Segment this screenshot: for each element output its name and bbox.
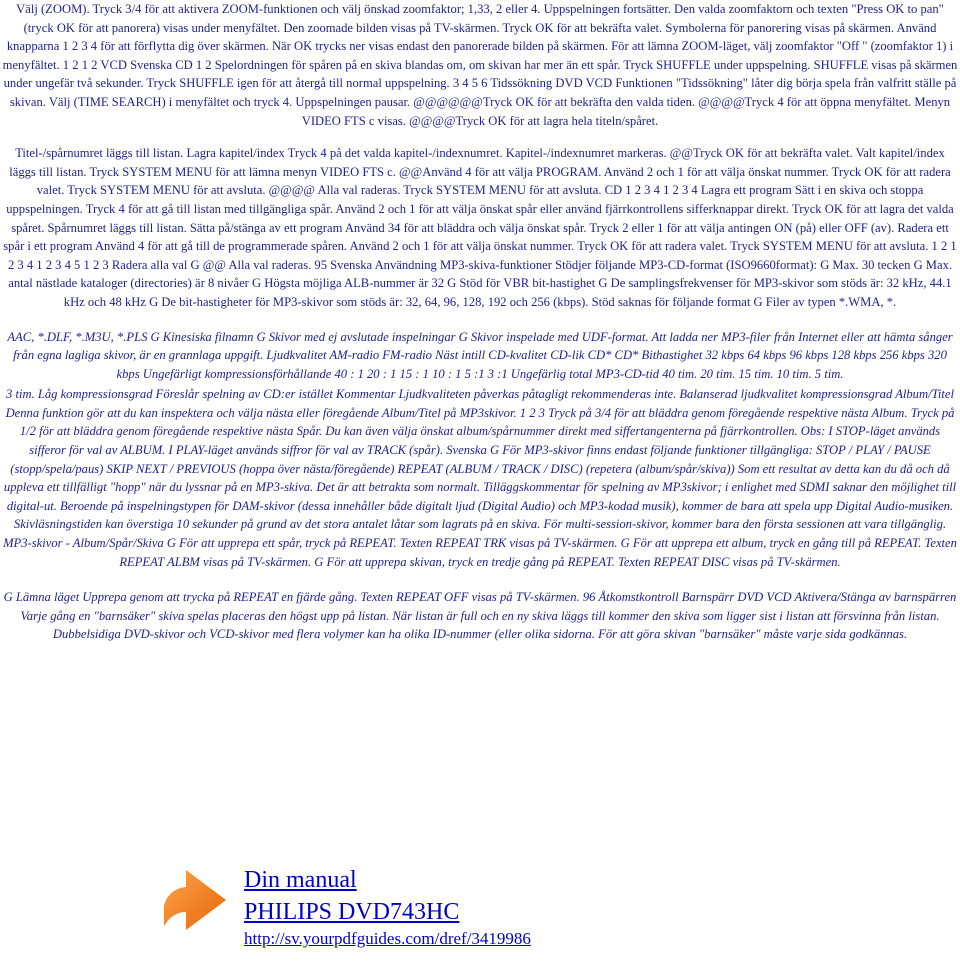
orange-arrow-icon [156, 860, 232, 940]
model-link[interactable]: PHILIPS DVD743HC [244, 899, 460, 925]
text-block-child-lock: G Lämna läget Upprepa genom att trycka på REPEAT en fjärde gång. Texten REPEAT OFF visas på TV-skärmen. 96 Åtkomstkontroll Barnspärr DVD VCD Aktivera/Stänga av barnspärren Varje gång en "barnsäker" skiva spelas placeras den högst upp på listan. När listan är full och en ny skiva läggs till kommer den skiva som ligger sist i listan att försvinna från listan. Dubbelsidiga DVD-skivor och VCD-skivor med flera volymer kan ha olika ID-nummer (eller olika sidorna. För att göra skivan "barnsäker" måste varje sida godkännas. [3, 590, 957, 642]
text-block-album-repeat: 3 tim. Låg kompressionsgrad Föreslår spelning av CD:er istället Kommentar Ljudkvaliteten påverkas påtagligt rekommenderas inte. Balanserad ljudkvalitet kompressionsgrad Album/Titel Denna funktion gör att du kan inspektera och välja nästa eller föregående Album/Titel på MP3skivor. 1 2 3 Tryck på 3/4 för att bläddra genom föregående respektive nästa Album. Tryck på 1/2 för att bläddra genom föregående respektive nästa Spår. Du kan även välja önskat album/spårnummer direkt med siffertangenterna på fjärrkontrollen. Obs: I STOP-läget används sifferor för val av ALBUM. I PLAY-läget används siffror för val av TRACK (spår). Svenska G För MP3-skivor finns endast följande funktioner tillgängliga: STOP / PLAY / PAUSE (stopp/spela/paus) SKIP NEXT / PREVIOUS (hoppa över nästa/föregående) REPEAT (ALBUM / TRACK / DISC) (repetera (album/spår/skiva)) Som ett resultat av detta kan du då och då uppleva ett tillfälligt "hopp" när du lyssnar på en MP3-skiva. Det är att betrakta som normalt. Tilläggskommentar för spelning av MP3skivor; i enlighet med SDMI saknar den möjlighet till digital-ut. Beroende på inspelningstypen för DAM-skivor (dessa innehåller både digitalt ljud (Digital Audio) och MP3-kodad musik), kommer de bara att spela upp Digital Audio-musiken. Skivläsningstiden kan överstiga 10 sekunder på grund av det stora antalet låtar som lagrats på en skiva. För multi-session-skivor, kommer bara den första sessionen att vara tillgänglig. MP3-skivor - Album/Spår/Skiva G För att upprepa ett spår, tryck på REPEAT. Texten REPEAT TRK visas på TV-skärmen. G För att upprepa ett album, tryck en gång till på REPEAT. Texten REPEAT ALBM visas på TV-skärmen. G För att upprepa skivan, tryck en tredje gång på REPEAT. Texten REPEAT DISC visas på TV-skärmen. [3, 387, 957, 569]
manual-link[interactable]: Din manual [244, 867, 357, 893]
footer-links [244, 864, 531, 950]
text-block-mp3-quality: AAC, *.DLF, *.M3U, *.PLS G Kinesiska filnamn G Skivor med ej avslutade inspelningar G Skivor inspelade med UDF-format. Att ladda ner MP3-filer från Internet eller att hämta sånger från egna lagliga skivor, är en grannlaga uppgift. Ljudkvalitet AM-radio FM-radio Näst intill CD-kvalitet CD-lik CD* CD* Bithastighet 32 kbps 64 kbps 96 kbps 128 kbps 256 kbps 320 kbps Ungefärligt kompressionsförhållande 40 : 1 20 : 1 15 : 1 10 : 1 5 :1 3 :1 Ungefärlig total MP3-CD-tid 40 tim. 20 tim. 15 tim. 10 tim. 5 tim. [7, 329, 953, 381]
text-block-zoom-shuffle-timesearch: Välj (ZOOM). Tryck 3/4 för att aktivera ZOOM-funktionen och välj önskad zoomfaktor; 1,33, 2 eller 4. Uppspelningen fortsätter. Den valda zoomfaktorn och texten "Press OK to pan" (tryck OK för att panorera) visas under menyfältet. Den zoomade bilden visas på TV-skärmen. Tryck OK för att bekräfta valet. Symbolerna för panorering visas på skärmen. Använd knapparna 1 2 3 4 för att förflytta dig över skärmen. När OK trycks ner visas endast den panorerade bilden på skärmen. För att lämna ZOOM-läget, välj zoomfaktor "Off " (zoomfaktor 1) i menyfältet. 1 2 1 2 VCD Svenska CD 1 2 Spelordningen för spåren på en skiva blandas om, om skivan har mer än ett spår. Tryck SHUFFLE under uppspelning. SHUFFLE visas på skärmen under ungefär två sekunder. Tryck SHUFFLE igen för att återgå till normal uppspelning. 3 4 5 6 Tidssökning DVD VCD Funktionen "Tidssökning" låter dig börja spela från valfritt ställe på skivan. Välj (TIME SEARCH) i menyfältet och tryck 4. Uppspelningen pausar. @@@@@@Tryck OK för att bekräfta den valda tiden. @@@@Tryck 4 för att öppna menyfältet. Menyn VIDEO FTS c visas. @@@@Tryck OK för att lagra hela titeln/spåret. [2, 2, 958, 128]
url-link[interactable]: http://sv.yourpdfguides.com/dref/3419986 [244, 929, 531, 948]
text-block-program-mp3: Titel-/spårnumret läggs till listan. Lagra kapitel/index Tryck 4 på det valda kapitel-/indexnumret. Kapitel-/indexnumret markeras. @@Tryck OK för att bekräfta valet. Valt kapitel/index läggs till listan. Tryck SYSTEM MENU för att lämna menyn VIDEO FTS c. @@Använd 4 för att välja PROGRAM. Använd 2 och 1 för att välja önskat nummer. Tryck OK för att radera valet. Tryck SYSTEM MENU för att avsluta. @@@@ Alla val raderas. Tryck SYSTEM MENU för att avsluta. CD 1 2 3 4 1 2 3 4 Lagra ett program Sätt i en skiva och stoppa uppspelningen. Tryck 4 för att gå till listan med tillgängliga spår. Använd 2 och 1 för att välja önskat spår eller använd fjärrkontrollens sifferknappar direkt. Tryck OK för att lagra det valda spåret. Spårnumret läggs till listan. Sätta på/stänga av ett program Använd 34 för att bläddra och välja önskat spår. Tryck 2 eller 1 för att välja antingen ON (på) eller OFF (av). Radera ett spår i ett program Använd 4 för att gå till de programmerade spåren. Använd 2 och 1 för att välja önskat nummer. Tryck OK för att radera valet. Tryck SYSTEM MENU för att avsluta. 1 2 1 2 3 4 1 2 3 4 5 1 2 3 Radera alla val G @@ Alla val raderas. 95 Svenska Användning MP3-skiva-funktioner Stödjer följande MP3-CD-format (ISO9660format): G Max. 30 tecken G Max. antal nästlade kataloger (directories) är 8 nivåer G Högsta möjliga ALB-nummer är 32 G Stöd för VBR bit-hastighet G De samplingsfrekvenser för MP3-skivor som stöds är: 32 kHz, 44.1 kHz och 48 kHz G De bit-hastigheter för MP3-skivor som stöds är: 32, 64, 96, 128, 192 och 256 (kbps). Stöd saknas för följande format G Filer av typen *.WMA, *. [3, 146, 957, 309]
footer [156, 860, 656, 960]
